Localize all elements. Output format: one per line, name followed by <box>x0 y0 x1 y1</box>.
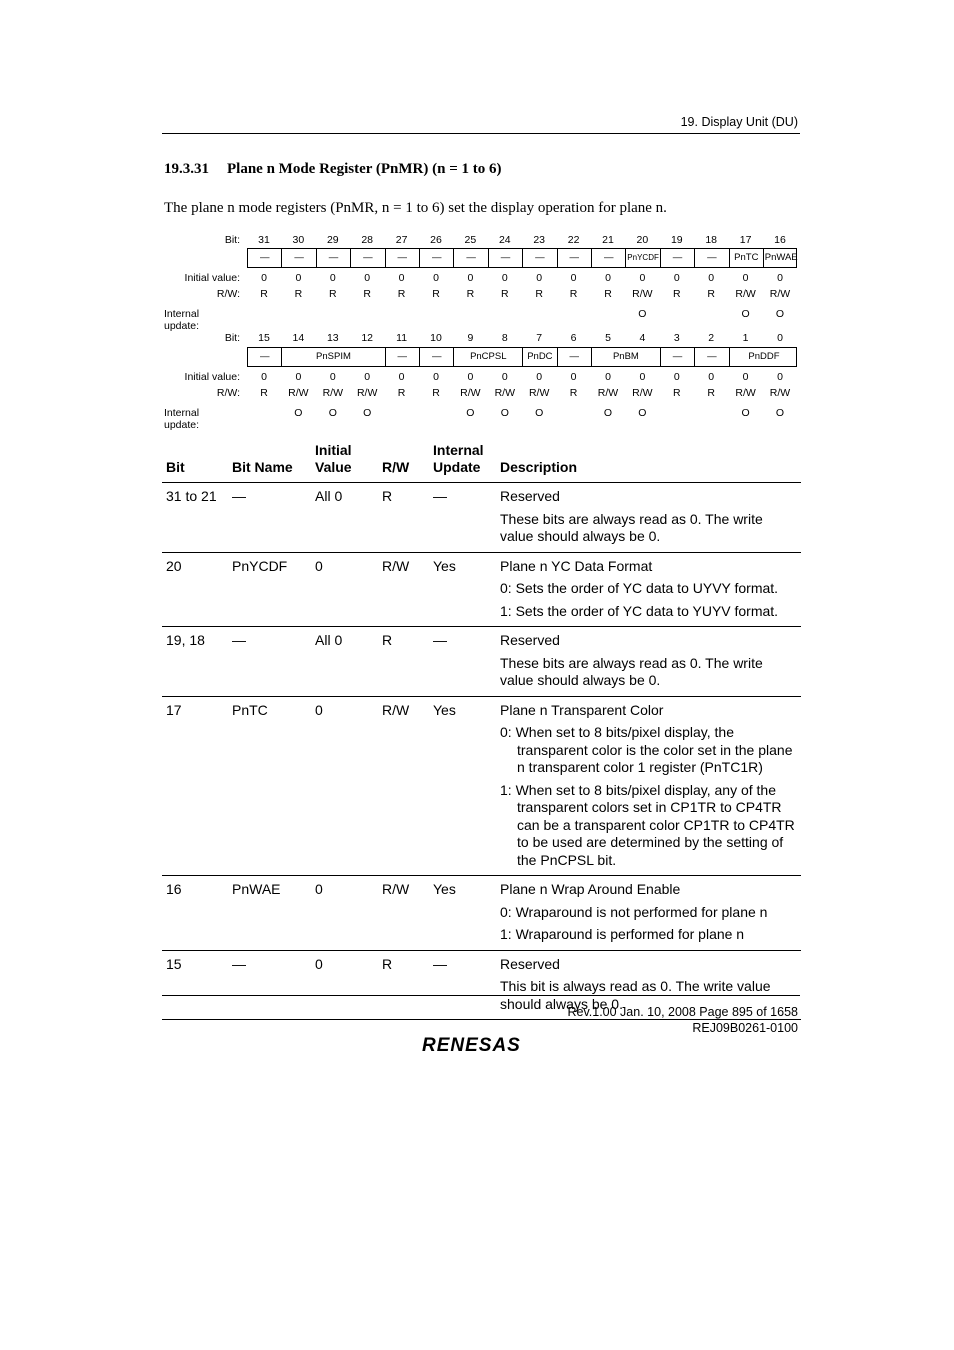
bit-label: Bit: <box>224 234 240 246</box>
bit-field-cell: — <box>282 249 316 267</box>
cell-bit-name: — <box>228 627 311 697</box>
cell-description <box>496 483 801 553</box>
bit-internal-update: O <box>466 407 475 419</box>
description-line: Plane n Wrap Around Enable <box>500 881 681 897</box>
cell-internal-update: — <box>429 483 496 553</box>
bit-rw: R/W <box>597 387 619 399</box>
cell-bit: 16 <box>162 876 228 951</box>
bit-rw: R/W <box>735 387 756 399</box>
cell-internal-update: — <box>429 950 496 1020</box>
bit-description-table <box>162 442 801 1020</box>
bit-number: 10 <box>430 332 442 344</box>
description-line: Reserved <box>500 955 560 972</box>
bit-field-cell: PnSPIM <box>282 348 385 366</box>
bit-rw: R/W <box>494 387 515 399</box>
bit-field-cell: PnDDF <box>748 351 780 362</box>
description-line: These bits are always read as 0. The write value should always be 0. <box>500 654 763 688</box>
cell-initial-value: All 0 <box>311 483 378 553</box>
bit-initial-value: 0 <box>777 371 783 383</box>
bit-field-cell: — <box>592 249 626 267</box>
bit-field-cell: — <box>454 249 488 267</box>
bit-rw: R/W <box>769 387 791 399</box>
bit-initial-value: 0 <box>467 272 474 284</box>
bit-rw: R <box>569 288 578 300</box>
bit-internal-update: O <box>775 407 785 419</box>
bit-internal-update: O <box>294 407 303 419</box>
bit-number: 16 <box>774 234 786 246</box>
header-internal-update <box>429 442 496 483</box>
cell-initial-value: All 0 <box>311 627 378 697</box>
bit-field-cell: PnDC <box>523 348 557 366</box>
bit-initial-value: 0 <box>673 272 680 284</box>
bit-rw: R <box>466 288 475 300</box>
rw-label: R/W: <box>216 288 240 300</box>
description-line: 1: Wraparound is performed for plane n <box>500 926 745 942</box>
bit-field-cell: — <box>420 348 454 366</box>
bit-initial-value: 0 <box>295 272 302 284</box>
bit-initial-value: 0 <box>364 371 371 383</box>
cell-bit: 20 <box>162 552 228 627</box>
bit-number: 9 <box>467 332 474 344</box>
table-row <box>162 483 801 553</box>
logo-wordmark: RENESAS <box>422 1035 521 1056</box>
bit-initial-value: 0 <box>570 371 577 383</box>
cell-initial-value: 0 <box>311 696 378 876</box>
bit-rw: R/W <box>460 387 481 399</box>
bit-initial-value: 0 <box>536 272 543 284</box>
bit-number: 23 <box>533 234 546 246</box>
cell-bit: 19, 18 <box>162 627 228 697</box>
bit-number: 2 <box>708 332 715 344</box>
bit-number: 20 <box>636 234 649 246</box>
description-line: These bits are always read as 0. The write value should always be 0. <box>500 510 763 544</box>
cell-internal-update: Yes <box>429 876 496 951</box>
bit-initial-value: 0 <box>467 371 474 383</box>
bit-internal-update: O <box>741 308 750 320</box>
cell-bit-name: — <box>228 483 311 553</box>
bit-rw: R/W <box>528 387 550 399</box>
bit-number: 11 <box>396 332 408 344</box>
section-number: 19.3.31 <box>164 161 209 177</box>
bit-rw: R <box>397 387 406 399</box>
bit-number: 18 <box>705 234 718 246</box>
header-description: Description <box>496 442 801 483</box>
bit-field-cell: — <box>489 249 523 267</box>
bit-field-cell: — <box>661 348 695 366</box>
table-row <box>162 552 801 627</box>
bit-rw: R <box>535 288 543 300</box>
bit-field-cell: — <box>317 249 351 267</box>
description-line: Reserved <box>500 488 560 504</box>
cell-rw: R <box>378 627 429 697</box>
internal-update-label: Internal update: <box>164 308 200 332</box>
bit-internal-update: O <box>500 407 509 419</box>
section-title <box>164 161 501 178</box>
bit-initial-value: 0 <box>261 272 267 284</box>
intro-paragraph: The plane n mode registers (PnMR, n = 1 to 6) set the display operation for plane n. <box>164 200 667 216</box>
header-update-line1: Internal <box>433 442 484 458</box>
cell-bit: 31 to 21 <box>162 483 228 553</box>
bit-rw: R <box>707 387 715 399</box>
bit-rw: R <box>569 387 578 399</box>
bit-rw: R/W <box>322 387 343 399</box>
bit-number: 6 <box>570 332 577 344</box>
bit-initial-value: 0 <box>605 371 611 383</box>
bit-rw: R <box>673 288 681 300</box>
bit-initial-value: 0 <box>639 371 646 383</box>
bit-field-cell: — <box>420 249 454 267</box>
table-row <box>162 696 801 876</box>
description-line: 1: When set to 8 bits/pixel display, any of the transparent colors set in CP1TR to CP4TR can be a transparent color CP1TR to CP4TR to be used are determined by the setting of the PnCPSL bit. <box>500 781 795 868</box>
footer-revision: Rev.1.00 Jan. 10, 2008 Page 895 of 1658 <box>567 1005 798 1019</box>
bit-field-row <box>247 248 797 268</box>
header-bit-name: Bit Name <box>228 442 311 483</box>
bit-number: 26 <box>430 234 442 246</box>
bit-number: 5 <box>605 332 611 344</box>
bit-number: 21 <box>602 234 614 246</box>
bit-field-cell: — <box>558 249 592 267</box>
bit-rw: R <box>260 387 268 399</box>
cell-rw: R/W <box>378 876 429 951</box>
cell-rw: R/W <box>378 552 429 627</box>
bit-initial-value: 0 <box>398 272 405 284</box>
bit-field-cell: PnWAE <box>764 252 798 263</box>
bit-initial-value: 0 <box>329 272 336 284</box>
bit-number: 8 <box>501 332 508 344</box>
table-header-row <box>162 442 801 483</box>
bit-number: 12 <box>361 332 374 344</box>
header-rule <box>162 133 800 134</box>
cell-rw: R/W <box>378 696 429 876</box>
bit-initial-value: 0 <box>708 371 715 383</box>
bit-rw: R/W <box>632 288 653 300</box>
bit-internal-update: O <box>638 308 647 320</box>
bit-field-cell: — <box>351 249 385 267</box>
cell-bit: 17 <box>162 696 228 876</box>
bit-rw: R <box>432 387 440 399</box>
bit-rw: R <box>294 288 303 300</box>
renesas-logo <box>420 1030 542 1063</box>
bit-initial-value: 0 <box>536 371 543 383</box>
bit-number: 27 <box>395 234 408 246</box>
bit-rw: R <box>363 288 371 300</box>
description-line: Reserved <box>500 632 560 648</box>
bit-field-cell: — <box>386 249 420 267</box>
bit-rw: R <box>432 288 440 300</box>
header-initial-line2: Value <box>315 459 352 475</box>
header-update-line2: Update <box>433 459 481 475</box>
bit-field-cell: — <box>248 249 282 267</box>
bit-initial-value: 0 <box>639 272 646 284</box>
bit-internal-update: O <box>535 407 544 419</box>
bit-rw: R <box>707 288 715 300</box>
bit-rw: R <box>673 387 681 399</box>
bit-rw: R <box>397 288 406 300</box>
bit-initial-value: 0 <box>708 272 715 284</box>
bit-rw: R/W <box>632 387 653 399</box>
bit-label: Bit: <box>224 332 240 344</box>
bit-number: 24 <box>498 234 511 246</box>
bit-rw: R <box>329 288 337 300</box>
bit-field-row <box>247 347 797 367</box>
bit-initial-value: 0 <box>501 371 508 383</box>
bit-initial-value: 0 <box>742 272 749 284</box>
bit-initial-value: 0 <box>329 371 336 383</box>
description-line: 0: Sets the order of YC data to UYVY format. <box>500 580 779 596</box>
bit-number: 0 <box>777 332 783 344</box>
description-line: Plane n Transparent Color <box>500 701 664 718</box>
bit-internal-update: O <box>775 308 785 320</box>
bit-field-cell: — <box>523 249 557 267</box>
bit-initial-value: 0 <box>605 272 611 284</box>
bit-initial-value: 0 <box>433 272 439 284</box>
cell-internal-update: Yes <box>429 696 496 876</box>
bit-field-cell: — <box>661 249 695 267</box>
bit-number: 15 <box>258 332 270 344</box>
bit-initial-value: 0 <box>570 272 577 284</box>
chapter-header: 19. Display Unit (DU) <box>680 115 798 129</box>
bit-rw: R/W <box>288 387 309 399</box>
table-body <box>162 483 801 1020</box>
bit-field-cell: PnTC <box>730 249 764 267</box>
cell-bit-name: PnYCDF <box>228 552 311 627</box>
description-line: 0: When set to 8 bits/pixel display, the transparent color is the color set in the plane n transparent color 1 register (PnTC1R) <box>500 724 793 775</box>
bit-internal-update: O <box>741 407 750 419</box>
bit-initial-value: 0 <box>295 371 302 383</box>
header-initial-line1: Initial <box>315 442 352 458</box>
bit-internal-update: O <box>638 407 647 419</box>
bit-field-cell: PnYCDF <box>626 249 660 267</box>
cell-internal-update: Yes <box>429 552 496 627</box>
bit-number: 1 <box>742 332 749 344</box>
bit-rw: R/W <box>735 288 756 300</box>
bit-initial-value: 0 <box>261 371 267 383</box>
cell-rw: R <box>378 950 429 1020</box>
cell-bit-name: — <box>228 950 311 1020</box>
description-line: 1: Sets the order of YC data to YUYV format. <box>500 602 779 619</box>
bit-field-cell: PnBM <box>592 348 661 366</box>
bit-field-cell: — <box>248 348 282 366</box>
bit-number: 25 <box>464 234 477 246</box>
cell-bit-name: PnTC <box>228 696 311 876</box>
bit-rw: R <box>501 288 509 300</box>
header-initial-value <box>311 442 378 483</box>
cell-description <box>496 696 801 876</box>
bit-field-cell: — <box>386 348 420 366</box>
initial-value-label: Initial value: <box>184 371 240 383</box>
bit-initial-value: 0 <box>742 371 749 383</box>
table-row <box>162 876 801 951</box>
cell-description <box>496 627 801 697</box>
bit-number: 3 <box>673 332 680 344</box>
bit-initial-value: 0 <box>433 371 439 383</box>
bit-field-cell: — <box>695 348 729 366</box>
description-line: Plane n YC Data Format <box>500 557 653 574</box>
bit-number: 14 <box>292 332 305 344</box>
cell-initial-value: 0 <box>311 876 378 951</box>
bit-number: 31 <box>258 234 270 246</box>
initial-value-label: Initial value: <box>184 272 240 284</box>
bit-internal-update: O <box>363 407 372 419</box>
description-line: 0: Wraparound is not performed for plane n <box>500 903 768 920</box>
bit-field-cell: — <box>558 348 592 366</box>
bit-number: 17 <box>739 234 752 246</box>
cell-description <box>496 876 801 951</box>
bit-number: 4 <box>639 332 646 344</box>
bit-number: 19 <box>670 234 683 246</box>
bit-number: 7 <box>536 332 543 344</box>
renesas-logo-mark <box>420 1030 542 1058</box>
header-rw: R/W <box>378 442 429 483</box>
bit-initial-value: 0 <box>673 371 680 383</box>
cell-internal-update: — <box>429 627 496 697</box>
bit-initial-value: 0 <box>777 272 783 284</box>
cell-initial-value: 0 <box>311 552 378 627</box>
rw-label: R/W: <box>216 387 240 399</box>
bit-number: 29 <box>326 234 339 246</box>
bit-number: 13 <box>326 332 339 344</box>
section-heading: Plane n Mode Register (PnMR) (n = 1 to 6) <box>227 161 502 177</box>
cell-description <box>496 552 801 627</box>
footer-rule <box>162 995 800 996</box>
internal-update-label: Internal update: <box>164 407 200 431</box>
bit-number: 28 <box>361 234 374 246</box>
bit-number: 30 <box>292 234 305 246</box>
cell-initial-value: 0 <box>311 950 378 1020</box>
bit-initial-value: 0 <box>501 272 508 284</box>
bit-rw: R <box>260 288 268 300</box>
cell-rw: R <box>378 483 429 553</box>
header-bit: Bit <box>162 442 228 483</box>
description-line: This bit is always read as 0. The write value should always be 0. <box>500 978 771 1012</box>
footer-document-number: REJ09B0261-0100 <box>692 1021 798 1035</box>
bit-number: 22 <box>567 234 580 246</box>
bit-field-cell: — <box>695 249 729 267</box>
bit-rw: R/W <box>769 288 791 300</box>
bit-rw: R <box>604 288 612 300</box>
table-row <box>162 627 801 697</box>
bit-internal-update: O <box>328 407 337 419</box>
bit-internal-update: O <box>603 407 613 419</box>
bit-initial-value: 0 <box>398 371 405 383</box>
bit-initial-value: 0 <box>364 272 371 284</box>
bit-rw: R/W <box>356 387 378 399</box>
bit-field-cell: PnCPSL <box>454 348 523 366</box>
cell-bit: 15 <box>162 950 228 1020</box>
cell-bit-name: PnWAE <box>228 876 311 951</box>
